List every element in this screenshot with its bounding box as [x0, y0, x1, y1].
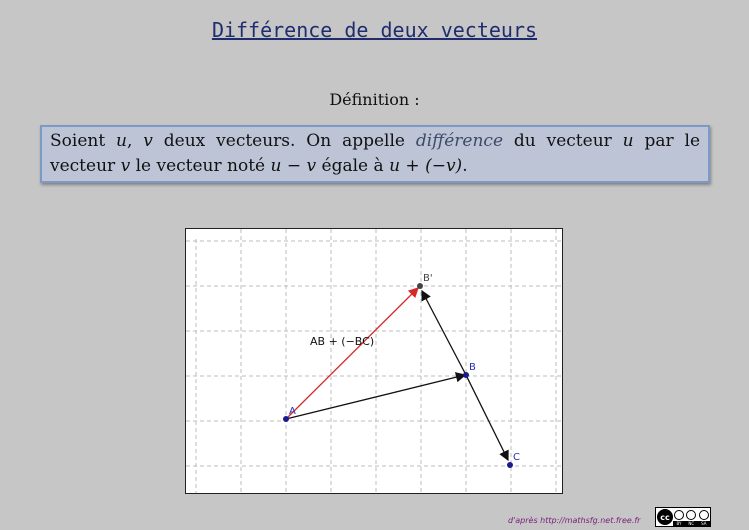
definition-box — [40, 125, 710, 183]
definition-term: différence — [415, 131, 504, 151]
source-credit: d'après http://mathsfg.net.free.fr — [508, 516, 641, 525]
expression-label: AB + (−BC) — [310, 335, 375, 348]
vector-v: v — [120, 156, 131, 176]
expr-u-plus-minus-v: u + (−v) — [389, 156, 463, 176]
definition-heading: Définition : — [329, 90, 420, 109]
license-tag-sa: SA — [701, 521, 707, 526]
attribution-icon — [674, 510, 684, 520]
def-text: , — [127, 131, 144, 151]
def-text: par le — [633, 131, 701, 151]
point-label-c: C — [513, 452, 520, 463]
slide-title: Différence de deux vecteurs — [211, 18, 538, 42]
noncommercial-icon — [686, 510, 696, 520]
sharealike-icon — [699, 510, 709, 520]
def-text: vecteur — [50, 156, 121, 176]
license-tag-nc: NC — [688, 521, 695, 526]
def-text: égale à — [316, 156, 390, 176]
def-text: du vecteur — [503, 131, 623, 151]
vector-bc — [466, 375, 508, 460]
vector-diagram — [186, 229, 562, 493]
vector-minus-bc — [422, 291, 466, 375]
vector-figure — [185, 228, 563, 494]
def-text: le vecteur noté — [130, 156, 271, 176]
def-text: deux vecteurs. On appelle — [152, 131, 416, 151]
cc-license-badge — [655, 507, 711, 527]
vector-v: v — [143, 131, 153, 151]
point-label-a: A — [289, 406, 296, 417]
license-tag-by: BY — [676, 521, 682, 526]
def-text: . — [462, 156, 468, 176]
point-label-b-prime: B' — [423, 273, 433, 284]
vector-ab-plus-minus-bc — [286, 288, 418, 419]
creative-commons-icon: cc — [657, 509, 673, 525]
def-text: Soient — [50, 131, 117, 151]
point-label-b: B — [469, 362, 476, 373]
grid — [186, 229, 562, 493]
expr-u-minus-v: u − v — [270, 156, 317, 176]
vector-u: u — [116, 131, 127, 151]
vector-u: u — [622, 131, 634, 151]
